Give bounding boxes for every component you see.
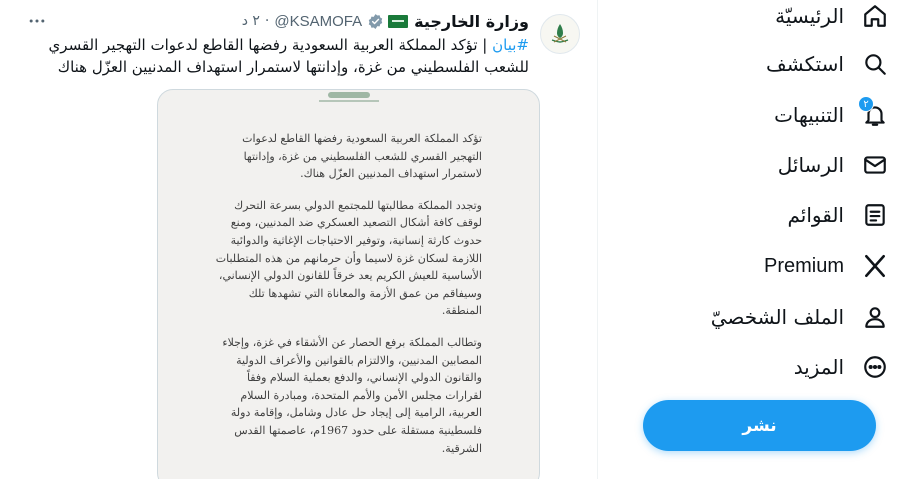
verified-badge-icon — [367, 13, 384, 30]
nav-item-notifications[interactable] — [774, 92, 888, 138]
column-divider — [597, 0, 598, 479]
envelope-icon — [862, 152, 888, 178]
user-handle[interactable]: @KSAMOFA — [274, 12, 363, 30]
nav-item-label: المزيد — [793, 355, 844, 379]
nav-item-more[interactable] — [794, 344, 888, 390]
nav-item-label: الرسائل — [777, 153, 844, 177]
nav-item-profile[interactable] — [711, 294, 888, 340]
tweet-media-image[interactable] — [157, 89, 540, 479]
person-icon — [862, 304, 888, 330]
nav-item-explore[interactable] — [766, 41, 888, 87]
statement-line: لوقف كافة أشكال التصعيد العسكري ضد المدنيين، ومنع — [230, 216, 482, 230]
saudi-flag-icon — [388, 15, 408, 28]
list-icon — [862, 202, 888, 228]
statement-line: حدوث كارثة إنسانية، وتوفير الاحتياجات الإغاثية والدوائية — [230, 233, 482, 247]
tweet-text-line: | تؤكد المملكة العربية السعودية رفضها القاطع لدعوات التهجير القسري — [48, 36, 493, 54]
bell-icon — [862, 98, 888, 128]
statement-line: والقانون الدولي الإنساني، والدفع بعملية السلام وفقاً — [246, 371, 482, 385]
statement-line: لقرارات مجلس الأمن والأمم المتحدة، ومبادرة السلام — [240, 388, 482, 402]
side-navigation — [610, 0, 910, 479]
statement-line: تؤكد المملكة العربية السعودية رفضها القاطع لدعوات — [242, 132, 482, 145]
nav-item-label: الرئيسيّة — [775, 4, 844, 28]
statement-line: لاستمرار استهداف المدنيين العزّل هناك. — [300, 167, 482, 181]
statement-text — [214, 130, 482, 457]
ministry-logo — [314, 92, 384, 110]
statement-line: اللازمة لسكان غزة لاسيما وأن حرمانهم من هذه المتطلبات — [215, 251, 482, 265]
x-logo-icon — [862, 253, 888, 279]
more-circle-icon — [862, 354, 888, 380]
search-icon — [862, 51, 888, 77]
display-name[interactable]: وزارة الخارجية — [414, 11, 529, 31]
paragraph-gap — [214, 320, 482, 334]
ellipsis-icon — [27, 11, 47, 31]
paragraph-gap — [214, 183, 482, 197]
hashtag-link[interactable]: #بيان — [492, 36, 529, 54]
nav-item-messages[interactable] — [778, 142, 888, 188]
more-options-button[interactable] — [24, 8, 50, 34]
statement-line: وتجدد المملكة مطالبتها للمجتمع الدولي بسرعة التحرك — [234, 198, 482, 212]
nav-item-label: استكشف — [766, 52, 844, 76]
tweet-timestamp[interactable]: ٢ د — [241, 13, 260, 29]
statement-line: فلسطينية مستقلة على حدود 1967م، عاصمتها القدس — [234, 423, 482, 437]
notification-badge: ٢ — [858, 96, 874, 112]
nav-item-label: Premium — [763, 254, 844, 277]
tweet-text — [29, 34, 529, 78]
statement-line: التهجير القسري للشعب الفلسطيني من غزة، وإدانتها — [243, 149, 482, 163]
statement-line: وسيفاقم من عمق الأزمة والمعاناة التي تشهدها تلك — [248, 286, 482, 300]
nav-item-home[interactable] — [775, 0, 888, 39]
ministry-emblem-icon — [546, 20, 574, 48]
nav-item-label: القوائم — [787, 203, 844, 227]
nav-item-premium[interactable] — [764, 243, 888, 289]
home-icon — [862, 3, 888, 29]
statement-line: المنطقة. — [441, 304, 482, 318]
tweet-text-line: للشعب الفلسطيني من غزة، وإدانتها لاستمرار استهداف المدنيين العزّل هناك — [57, 58, 529, 76]
statement-line: الشرقية. — [441, 441, 482, 455]
statement-line: الأساسية للعيش الكريم يعد خرقاً للقانون الدولي الإنساني، — [218, 269, 482, 283]
nav-item-lists[interactable] — [787, 192, 888, 238]
nav-item-label: التنبيهات — [774, 103, 844, 127]
statement-line: المصابين المدنيين، والالتزام بالقوانين والأعراف الدولية — [236, 353, 482, 367]
statement-line: العربية، الرامية إلى إيجاد حل عادل وشامل، وإقامة دولة — [230, 406, 482, 420]
statement-line: وتطالب المملكة برفع الحصار عن الأشقاء في غزة، وإجلاء — [222, 335, 482, 349]
separator-dot: · — [264, 13, 270, 29]
tweet-header — [20, 10, 529, 32]
nav-item-label: الملف الشخصيّ — [710, 305, 844, 329]
avatar[interactable] — [540, 14, 580, 54]
post-button[interactable]: نشر — [643, 400, 876, 451]
